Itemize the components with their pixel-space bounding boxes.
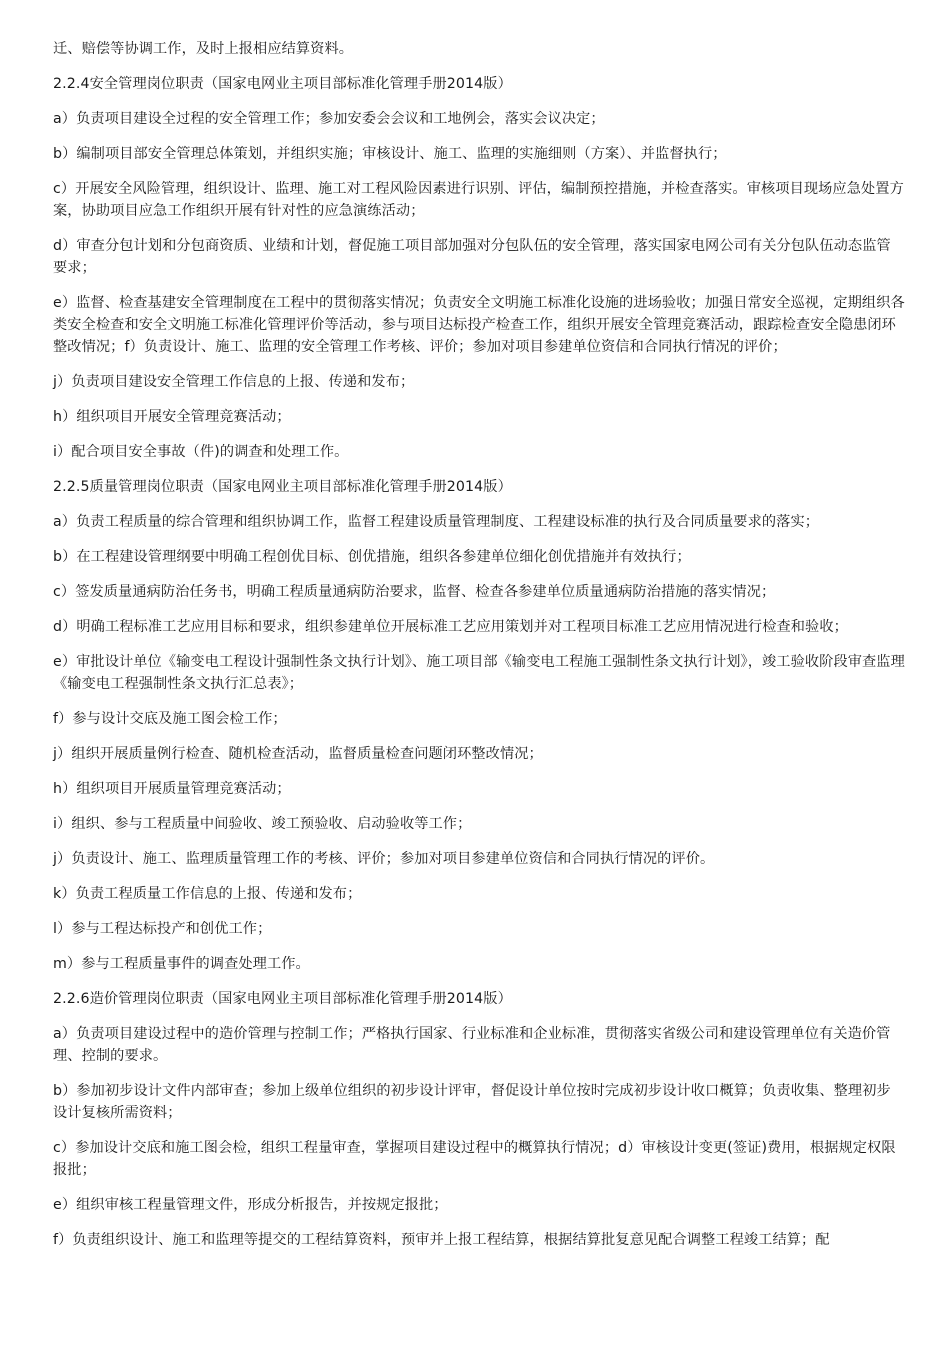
paragraph: b）参加初步设计文件内部审查；参加上级单位组织的初步设计评审，督促设计单位按时完成初步设计收口概算；负责收集、整理初步设计复核所需资料； (53, 1083, 891, 1121)
document-body (53, 38, 905, 1264)
paragraph: h）组织项目开展安全管理竞赛活动； (53, 409, 291, 425)
paragraph: a）负责工程质量的综合管理和组织协调工作，监督工程建设质量管理制度、工程建设标准的执行及合同质量要求的落实； (53, 514, 820, 530)
section-heading-2-2-5: 2.2.5质量管理岗位职责（国家电网业主项目部标准化管理手册2014版） (53, 479, 512, 495)
paragraph: m）参与工程质量事件的调查处理工作。 (53, 956, 310, 972)
paragraph: d）审查分包计划和分包商资质、业绩和计划，督促施工项目部加强对分包队伍的安全管理，落实国家电网公司有关分包队伍动态监管要求； (53, 238, 891, 276)
paragraph: c）签发质量通病防治任务书，明确工程质量通病防治要求，监督、检查各参建单位质量通病防治措施的落实情况； (53, 584, 776, 600)
paragraph: 迁、赔偿等协调工作，及时上报相应结算资料。 (53, 41, 354, 57)
paragraph: c）参加设计交底和施工图会检，组织工程量审查，掌握项目建设过程中的概算执行情况；d）审核设计变更(签证)费用，根据规定权限报批； (53, 1140, 896, 1178)
paragraph: e）组织审核工程量管理文件，形成分析报告，并按规定报批； (53, 1197, 448, 1213)
paragraph: j）组织开展质量例行检查、随机检查活动，监督质量检查问题闭环整改情况； (53, 746, 543, 762)
paragraph: l）参与工程达标投产和创优工作； (53, 921, 272, 937)
paragraph: j）负责设计、施工、监理质量管理工作的考核、评价；参加对项目参建单位资信和合同执行情况的评价。 (53, 851, 715, 867)
paragraph: f）负责组织设计、施工和监理等提交的工程结算资料，预审并上报工程结算，根据结算批复意见配合调整工程竣工结算；配 (53, 1232, 830, 1248)
paragraph: e）监督、检查基建安全管理制度在工程中的贯彻落实情况；负责安全文明施工标准化设施的进场验收；加强日常安全巡视，定期组织各类安全检查和安全文明施工标准化管理评价等活动，参与项目达标投产检查工作，组织开展安全管理竞赛活动，跟踪检查安全隐患闭环整改情况；f）负责设计、施工、监理的安全管理工作考核、评价；参加对项目参建单位资信和合同执行情况的评价； (53, 295, 905, 355)
paragraph: f）参与设计交底及施工图会检工作； (53, 711, 287, 727)
paragraph: c）开展安全风险管理，组织设计、监理、施工对工程风险因素进行识别、评估，编制预控措施，并检查落实。审核项目现场应急处置方案，协助项目应急工作组织开展有针对性的应急演练活动； (53, 181, 904, 219)
paragraph: d）明确工程标准工艺应用目标和要求，组织参建单位开展标准工艺应用策划并对工程项目标准工艺应用情况进行检查和验收； (53, 619, 848, 635)
section-heading-2-2-6: 2.2.6造价管理岗位职责（国家电网业主项目部标准化管理手册2014版） (53, 991, 512, 1007)
paragraph: a）负责项目建设过程中的造价管理与控制工作；严格执行国家、行业标准和企业标准，贯彻落实省级公司和建设管理单位有关造价管理、控制的要求。 (53, 1026, 891, 1064)
paragraph: b）在工程建设管理纲要中明确工程创优目标、创优措施，组织各参建单位细化创优措施并有效执行； (53, 549, 691, 565)
paragraph: a）负责项目建设全过程的安全管理工作；参加安委会会议和工地例会，落实会议决定； (53, 111, 605, 127)
paragraph: e）审批设计单位《输变电工程设计强制性条文执行计划》、施工项目部《输变电工程施工强制性条文执行计划》，竣工验收阶段审查监理《输变电工程强制性条文执行汇总表》； (53, 654, 905, 692)
paragraph: j）负责项目建设安全管理工作信息的上报、传递和发布； (53, 374, 415, 390)
paragraph: i）配合项目安全事故（件)的调查和处理工作。 (53, 444, 349, 460)
section-heading-2-2-4: 2.2.4安全管理岗位职责（国家电网业主项目部标准化管理手册2014版） (53, 76, 512, 92)
paragraph: h）组织项目开展质量管理竞赛活动； (53, 781, 291, 797)
paragraph: i）组织、参与工程质量中间验收、竣工预验收、启动验收等工作； (53, 816, 472, 832)
paragraph: k）负责工程质量工作信息的上报、传递和发布； (53, 886, 362, 902)
paragraph: b）编制项目部安全管理总体策划，并组织实施；审核设计、施工、监理的实施细则（方案）、并监督执行； (53, 146, 727, 162)
